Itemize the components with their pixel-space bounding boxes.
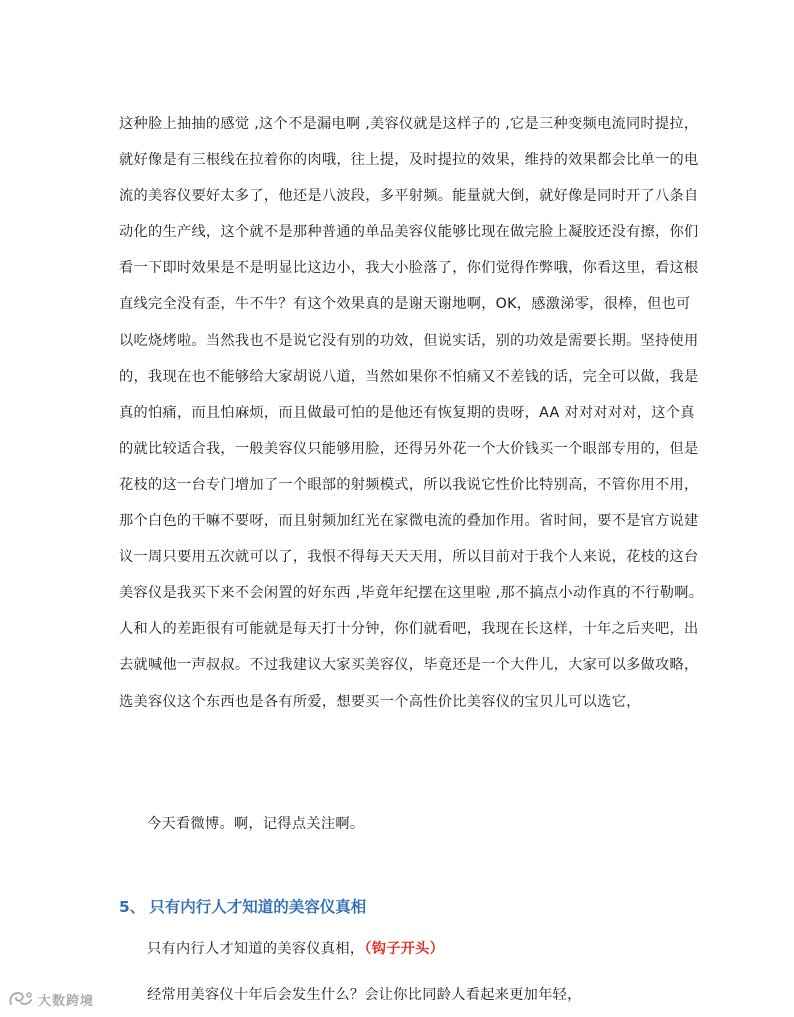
logo-icon [8,990,34,1008]
section-body-line: 经常用美容仪十年后会发生什么？会让你比同龄人看起来更加年轻， [147,987,582,1003]
body-line: 选美容仪这个东西也是各有所爱，想要买一个高性价比美容仪的宝贝儿可以选它， [119,693,641,710]
section-title: 只有内行人才知道的美容仪真相 [149,898,367,916]
body-line: 就好像是有三根线在拉着你的肉哦，往上提，及时提拉的效果，维持的效果都会比单一的电 [119,152,699,169]
body-line: 的，我现在也不能够给大家胡说八道，当然如果你不怕痛又不差钱的话，完全可以做，我是 [119,368,699,385]
body-line: 的就比较适合我，一般美容仪只能够用脸，还得另外花一个大价钱买一个眼部专用的，但是 [119,440,699,457]
section-number: 5、 [119,898,146,916]
hook-label: （钩子开头） [364,941,445,957]
body-line: 议一周只要用五次就可以了，我恨不得每天天天用，所以目前对于我个人来说，花枝的这台 [119,549,699,566]
watermark [8,988,94,1010]
section-intro-text: 只有内行人才知道的美容仪真相， [147,941,365,957]
body-line: 直线完全没有歪，牛不牛？有这个效果真的是谢天谢地啊，OK，感激涕零，很棒，但也可 [119,296,691,313]
section-heading [119,896,366,918]
body-line: 流的美容仪要好太多了，他还是八波段，多平射频。能量就大倒，就好像是同时开了八条自 [119,188,699,205]
watermark-text: 大数跨境 [38,993,95,1009]
section-intro-line [147,939,444,959]
body-line: 花枝的这一台专门增加了一个眼部的射频模式，所以我说它性价比特别高，不管你用不用， [119,476,699,493]
closing-line: 今天看微博。啊，记得点关注啊。 [147,816,365,832]
body-line: 动化的生产线，这个就不是那种普通的单品美容仪能够比现在做完脸上凝胶还没有擦，你们 [119,224,699,241]
body-line: 美容仪是我买下来不会闲置的好东西 ,毕竟年纪摆在这里啦 ,那不搞点小动作真的不行勒啊。 [119,585,704,602]
body-paragraph [119,106,704,720]
body-line: 人和人的差距很有可能就是每天打十分钟，你们就看吧，我现在长这样，十年之后夹吧，出 [119,621,699,638]
body-line: 看一下即时效果是不是明显比这边小，我大小脸落了，你们觉得作弊哦，你看这里，看这根 [119,260,699,277]
body-line: 以吃烧烤啦。当然我也不是说它没有别的功效，但说实话，别的功效是需要长期。坚持使用 [119,332,699,349]
body-line: 去就喊他一声叔叔。不过我建议大家买美容仪，毕竟还是一个大件儿，大家可以多做攻略， [119,657,699,674]
body-line: 这种脸上抽抽的感觉 ,这个不是漏电啊 ,美容仪就是这样子的 ,它是三种变频电流同时提拉， [119,116,699,132]
body-line: 那个白色的干嘛不要呀，而且射频加红光在家微电流的叠加作用。省时间，要不是官方说建 [119,513,699,530]
body-line: 真的怕痛，而且怕麻烦，而且做最可怕的是他还有恢复期的贵呀，AA 对对对对对，这个真 [119,404,695,421]
